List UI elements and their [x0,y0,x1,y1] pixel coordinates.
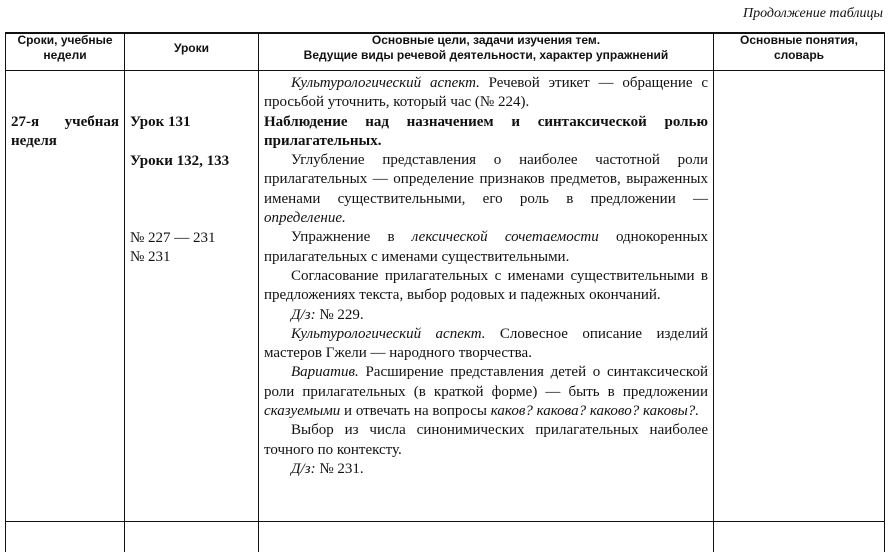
variative-label: Вариатив. [291,364,359,381]
lesson-131: Урок 131 [130,114,191,130]
header-vocabulary: Основные понятия, словарь [740,33,858,62]
homework-value: № 229. [315,306,364,323]
column-border [124,32,125,552]
row-divider [5,521,885,522]
column-border [258,32,259,552]
paragraph-text: однокоренных прилагательных с именами существительными. [264,229,708,265]
term: сказуемыми [264,403,341,420]
header-goals [259,33,713,63]
column-border [884,32,885,552]
goals-paragraph: Согласование прилагательных с именами существительными в предложениях текста, выбор родовых и падежных окончаний. [264,267,708,304]
homework-line [264,460,708,479]
homework-line [264,306,708,325]
homework-label: Д/з: [291,460,316,477]
goals-paragraph [264,74,708,113]
paragraph-text: Речевой этикет — обращение с просьбой уточнить, который час (№ 224). [264,75,708,111]
goals-heading: Наблюдение над назначением и синтаксической ролью прилагательных. [264,113,708,149]
header-lessons: Уроки [173,41,210,55]
header-goals-line1: Основные цели, задачи изучения тем. [371,33,601,47]
paragraph-text: и отвечать на вопросы [340,403,491,420]
homework-value: № 231. [315,460,364,477]
header-weeks: Сроки, учебные недели [17,33,113,62]
term: лексической сочетаемости [411,229,599,246]
exercise-range: № 227 — 231 [130,230,216,246]
aspect-label: Культурологический аспект. [291,75,480,91]
paragraph-text: Упражнение в [291,229,412,246]
goals-paragraph: Выбор из числа синонимических прилагательных наиболее точного по контексту. [264,422,708,458]
goals-paragraph [264,151,708,228]
exercise-number: № 231 [130,249,171,265]
header-goals-line2: Ведущие виды речевой деятельности, характер упражнений [303,48,669,62]
goals-paragraph [264,325,708,364]
goals-text [264,74,708,479]
paragraph-text: Расширение представления детей о синтаксической роли прилагательных (в краткой форме) — быть в предложении [264,364,708,400]
paragraph-text: Углубление представления о наиболее частотной роли прилагательных — определение признаков предметов, выраженных именами существительными, его роль в предложении — [264,152,708,207]
continuation-label: Продолжение таблицы [742,6,883,21]
paragraph-text: Словесное описание изделий мастеров Гжели — народного творчества. [264,325,708,362]
goals-paragraph [264,228,708,267]
questions: каков? какова? каково? каковы?. [490,403,699,420]
week-label: 27-я учебная неделя [11,114,119,150]
lessons-132-133: Уроки 132, 133 [130,153,230,169]
goals-paragraph [264,363,708,421]
homework-label: Д/з: [291,306,316,323]
column-border [5,32,6,552]
column-border [713,32,714,552]
header-divider [5,70,885,71]
term: определение. [264,210,346,227]
aspect-label: Культурологический аспект. [291,325,486,342]
